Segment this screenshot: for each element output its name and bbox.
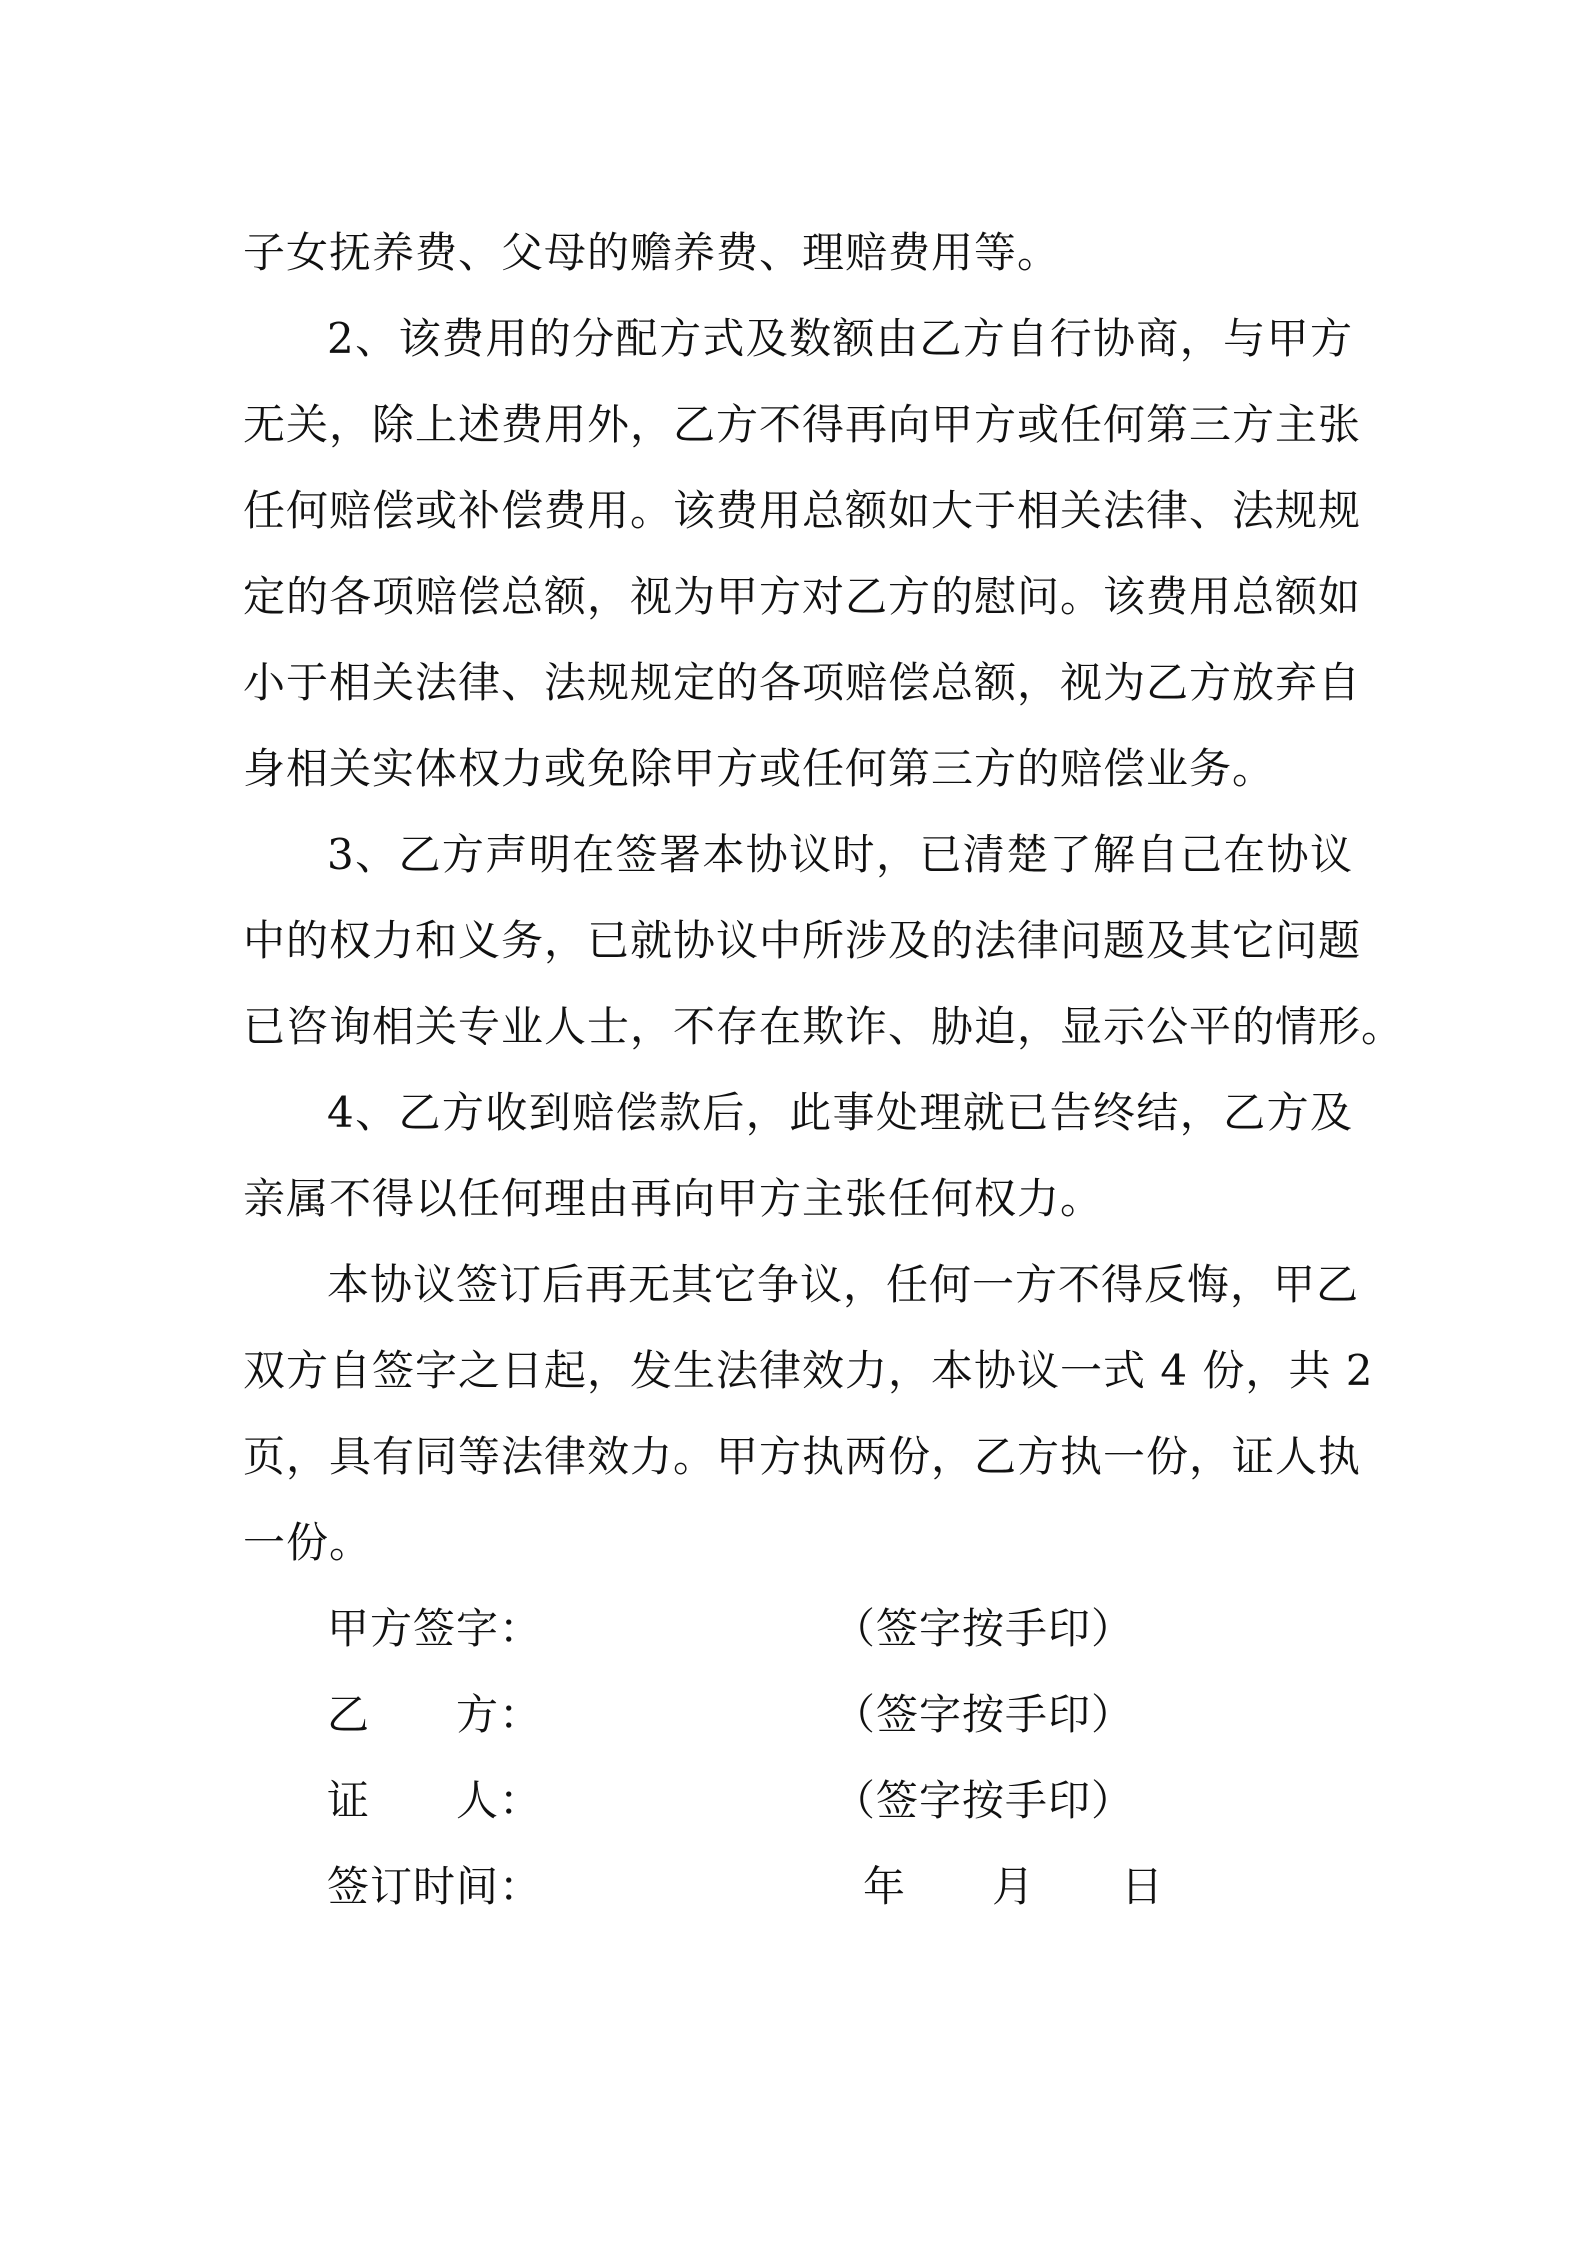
signature-label: 乙 方： (327, 1690, 543, 1739)
paragraph-line: 本协议签订后再无其它争议，任何一方不得反悔，甲乙 (327, 1260, 1360, 1309)
signature-row-date (243, 1844, 1353, 1930)
paragraph-1 (243, 210, 1353, 296)
paragraph-line: 子女抚养费、父母的赡养费、理赔费用等。 (243, 228, 1061, 277)
signature-row-party-a (243, 1586, 1353, 1672)
paragraph-line: 无关，除上述费用外，乙方不得再向甲方或任何第三方主张 (243, 400, 1362, 449)
paragraph-line: 3、乙方声明在签署本协议时，已清楚了解自己在协议 (327, 830, 1353, 879)
signature-placeholder: （签字按手印） (833, 1604, 1135, 1653)
paragraph-line: 双方自签字之日起，发生法律效力，本协议一式 4 份，共 2 (243, 1346, 1374, 1395)
signature-block (243, 1586, 1353, 1930)
signature-placeholder: （签字按手印） (833, 1690, 1135, 1739)
paragraph-line: 4、乙方收到赔偿款后，此事处理就已告终结，乙方及 (327, 1088, 1353, 1137)
paragraph-line: 中的权力和义务，已就协议中所涉及的法律问题及其它问题 (243, 916, 1362, 965)
paragraph-line: 身相关实体权力或免除甲方或任何第三方的赔偿业务。 (243, 744, 1276, 793)
document-body (243, 210, 1405, 1930)
paragraph-line: 亲属不得以任何理由再向甲方主张任何权力。 (243, 1174, 1104, 1223)
paragraph-line: 一份。 (243, 1518, 373, 1567)
paragraph-line: 页，具有同等法律效力。甲方执两份，乙方执一份，证人执 (243, 1432, 1362, 1481)
signature-row-party-b (243, 1672, 1353, 1758)
signature-row-witness (243, 1758, 1353, 1844)
paragraph-5 (243, 1242, 1374, 1586)
paragraph-line: 已咨询相关专业人士，不存在欺诈、胁迫，显示公平的情形。 (243, 1002, 1405, 1051)
paragraph-3 (243, 812, 1405, 1070)
paragraph-line: 2、该费用的分配方式及数额由乙方自行协商，与甲方 (327, 314, 1353, 363)
paragraph-line: 定的各项赔偿总额，视为甲方对乙方的慰问。该费用总额如 (243, 572, 1362, 621)
paragraph-4 (243, 1070, 1353, 1242)
signature-label: 证 人： (327, 1776, 543, 1825)
paragraph-2 (243, 296, 1362, 812)
signing-date-placeholder: 年 月 日 (863, 1862, 1165, 1911)
signature-label: 签订时间： (327, 1862, 543, 1911)
paragraph-line: 任何赔偿或补偿费用。该费用总额如大于相关法律、法规规 (243, 486, 1362, 535)
signature-label: 甲方签字： (327, 1604, 543, 1653)
signature-placeholder: （签字按手印） (833, 1776, 1135, 1825)
paragraph-line: 小于相关法律、法规规定的各项赔偿总额，视为乙方放弃自 (243, 658, 1362, 707)
